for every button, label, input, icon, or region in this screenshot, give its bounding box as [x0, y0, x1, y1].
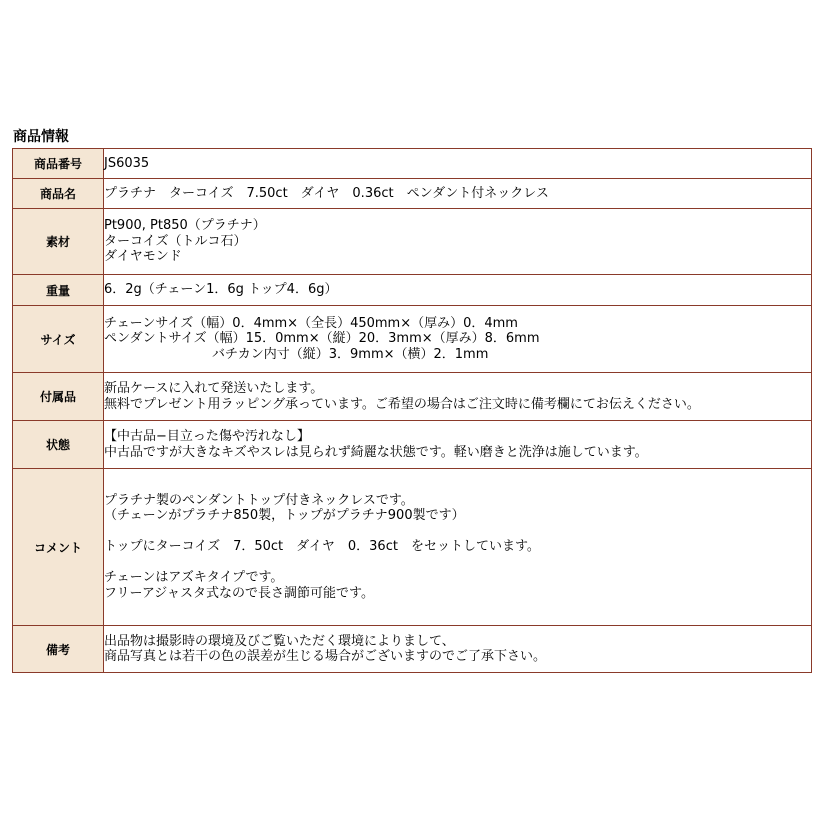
value-remarks: [104, 626, 812, 673]
label-comment: コメント: [13, 469, 104, 626]
table-row-size: [13, 306, 812, 373]
accessories-line: 無料でプレゼント用ラッピング承っています。ご希望の場合はご注文時に備考欄にてお伝えください。: [104, 396, 700, 412]
comment-line: チェーンはアズキタイプです。: [104, 570, 284, 586]
value-condition: [104, 421, 812, 469]
value-product-number: JS6035: [104, 149, 812, 179]
label-product-number: 商品番号: [13, 149, 104, 179]
condition-line: 【中古品−目立った傷や汚れなし】: [104, 429, 310, 444]
label-condition: 状態: [13, 421, 104, 469]
label-accessories: 付属品: [13, 373, 104, 421]
comment-spacer: [104, 555, 811, 571]
accessories-line: 新品ケースに入れて発送いたします。: [104, 381, 324, 396]
value-material: [104, 209, 812, 275]
comment-spacer: [104, 524, 811, 540]
label-product-name: 商品名: [13, 179, 104, 209]
label-size: サイズ: [13, 306, 104, 373]
material-line: ターコイズ（トルコ石）: [104, 233, 247, 249]
table-row-product-name: [13, 179, 812, 209]
table-row-condition: [13, 421, 812, 469]
table-row-accessories: [13, 373, 812, 421]
value-size: [104, 306, 812, 373]
remarks-line: 商品写真とは若干の色の誤差が生じる場合がございますのでご了承下さい。: [104, 649, 547, 664]
remarks-line: 出品物は撮影時の環境及びご覧いただく環境によりまして、: [104, 633, 455, 649]
value-product-name: プラチナ ターコイズ 7.50ct ダイヤ 0.36ct ペンダント付ネックレス: [104, 179, 812, 209]
table-row-comment: [13, 469, 812, 626]
material-line: ダイヤモンド: [104, 249, 182, 265]
size-line: ペンダントサイズ（幅）15．0mm×（縦）20．3mm×（厚み）8．6mm: [104, 331, 540, 347]
value-weight: 6．2g（チェーン1．6g トップ4．6g）: [104, 275, 812, 306]
table-row-weight: [13, 275, 812, 306]
comment-line: トップにターコイズ 7．50ct ダイヤ 0．36ct をセットしています。: [104, 539, 540, 555]
material-line: Pt900, Pt850（プラチナ）: [104, 218, 266, 234]
comment-line: （チェーンがプラチナ850製，トップがプラチナ900製です）: [104, 508, 465, 524]
condition-line: 中古品ですが大きなキズやスレは見られず綺麗な状態です。軽い磨きと洗浄は施しています。: [104, 444, 648, 460]
value-accessories: [104, 373, 812, 421]
size-line: チェーンサイズ（幅）0．4mm×（全長）450mm×（厚み）0．4mm: [104, 315, 518, 331]
label-remarks: 備考: [13, 626, 104, 673]
value-comment: [104, 469, 812, 626]
label-weight: 重量: [13, 275, 104, 306]
section-title: 商品情報: [13, 129, 69, 145]
size-line: バチカン内寸（縦）3．9mm×（横）2．1mm: [212, 346, 489, 362]
product-info-table: [12, 148, 812, 673]
table-row-remarks: [13, 626, 812, 673]
table-row-material: [13, 209, 812, 275]
label-material: 素材: [13, 209, 104, 275]
comment-line: フリーアジャスタ式なので長さ調節可能です。: [104, 585, 375, 601]
table-row-product-number: [13, 149, 812, 179]
comment-line: プラチナ製のペンダントトップ付きネックレスです。: [104, 492, 414, 508]
